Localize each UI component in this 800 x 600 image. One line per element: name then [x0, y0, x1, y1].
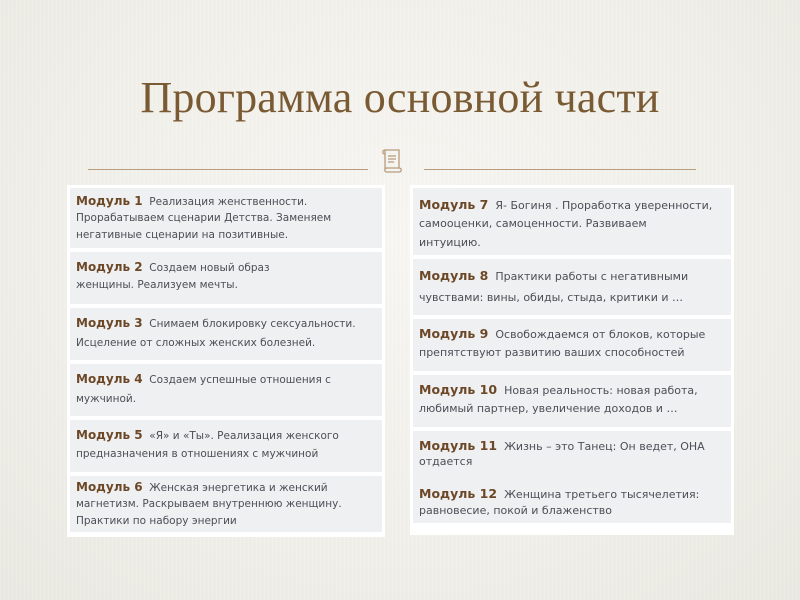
module-label-5: Модуль 5	[76, 428, 143, 442]
module-text-6-line-3: Практики по набору энергии	[76, 515, 237, 527]
module-row-4	[70, 364, 382, 416]
module-label-10: Модуль 10	[419, 382, 498, 397]
module-text-4-line-1: Создаем успешные отношения с	[149, 374, 331, 386]
module-text-1-line-1: Реализация женственности.	[149, 196, 308, 208]
scroll-ornament-icon	[380, 146, 404, 174]
module-text-5-line-2: предназначения в отношениях с мужчиной	[76, 448, 319, 460]
module-row-6	[70, 476, 382, 532]
title-divider-left	[88, 169, 368, 170]
module-label-4: Модуль 4	[76, 372, 143, 386]
module-label-7: Модуль 7	[419, 197, 489, 212]
module-text-7-line-1: Я- Богиня . Проработка уверенности,	[495, 199, 713, 212]
module-text-4-line-2: мужчиной.	[76, 393, 137, 405]
module-text-2-line-1: Создаем новый образ	[149, 262, 270, 274]
module-text-5-line-1: «Я» и «Ты». Реализация женского	[149, 430, 339, 442]
module-text-10-line-1: Новая реальность: новая работа,	[504, 384, 698, 397]
module-row-5	[70, 420, 382, 472]
module-text-11-line-1: Жизнь – это Танец: Он ведет, ОНА	[504, 440, 705, 453]
module-row-9	[413, 319, 731, 371]
module-text-8-line-1: Практики работы с негативными	[495, 270, 689, 283]
module-text-7-line-2: самооценки, самоценности. Развиваем	[419, 217, 647, 230]
module-text-1-line-2: Прорабатываем сценарии Детства. Заменяем	[76, 212, 332, 224]
title-divider-right	[424, 169, 696, 170]
module-text-10-line-2: любимый партнер, увеличение доходов и …	[419, 402, 678, 415]
module-row-7	[413, 188, 731, 255]
module-label-6: Модуль 6	[76, 480, 143, 494]
module-label-12: Модуль 12	[419, 486, 498, 501]
module-label-11: Модуль 11	[419, 438, 498, 453]
module-row-3	[70, 308, 382, 360]
modules-panel-right	[410, 185, 734, 535]
module-row-11-12	[413, 431, 731, 523]
module-row-8	[413, 259, 731, 315]
module-text-12-line-1: Женщина третьего тысячелетия:	[504, 488, 700, 501]
module-text-9-line-2: препятствуют развитию ваших способностей	[419, 346, 685, 359]
module-text-3-line-1: Снимаем блокировку сексуальности.	[149, 318, 356, 330]
module-text-3-line-2: Исцеление от сложных женских болезней.	[76, 337, 316, 349]
module-text-6-line-1: Женская энергетика и женский	[149, 482, 328, 494]
module-label-3: Модуль 3	[76, 316, 143, 330]
module-text-11-line-2: отдается	[419, 455, 473, 468]
module-text-8-line-2: чувствами: вины, обиды, стыда, критики и …	[419, 291, 684, 304]
slide-title: Программа основной части	[140, 73, 660, 122]
module-text-6-line-2: магнетизм. Раскрываем внутреннюю женщину.	[76, 498, 342, 510]
module-text-9-line-1: Освобождаемся от блоков, которые	[495, 328, 706, 341]
module-label-2: Модуль 2	[76, 260, 143, 274]
module-row-10	[413, 375, 731, 427]
module-text-12-line-2: равновесие, покой и блаженство	[419, 504, 613, 517]
module-label-9: Модуль 9	[419, 326, 489, 341]
modules-panel-left	[67, 185, 385, 537]
module-label-8: Модуль 8	[419, 268, 489, 283]
module-text-7-line-3: интуицию.	[419, 236, 481, 249]
module-row-1	[70, 188, 382, 248]
module-text-2-line-2: женщины. Реализуем мечты.	[76, 279, 238, 291]
module-text-1-line-3: негативные сценарии на позитивные.	[76, 229, 289, 241]
module-row-2	[70, 252, 382, 304]
module-label-1: Модуль 1	[76, 194, 143, 208]
